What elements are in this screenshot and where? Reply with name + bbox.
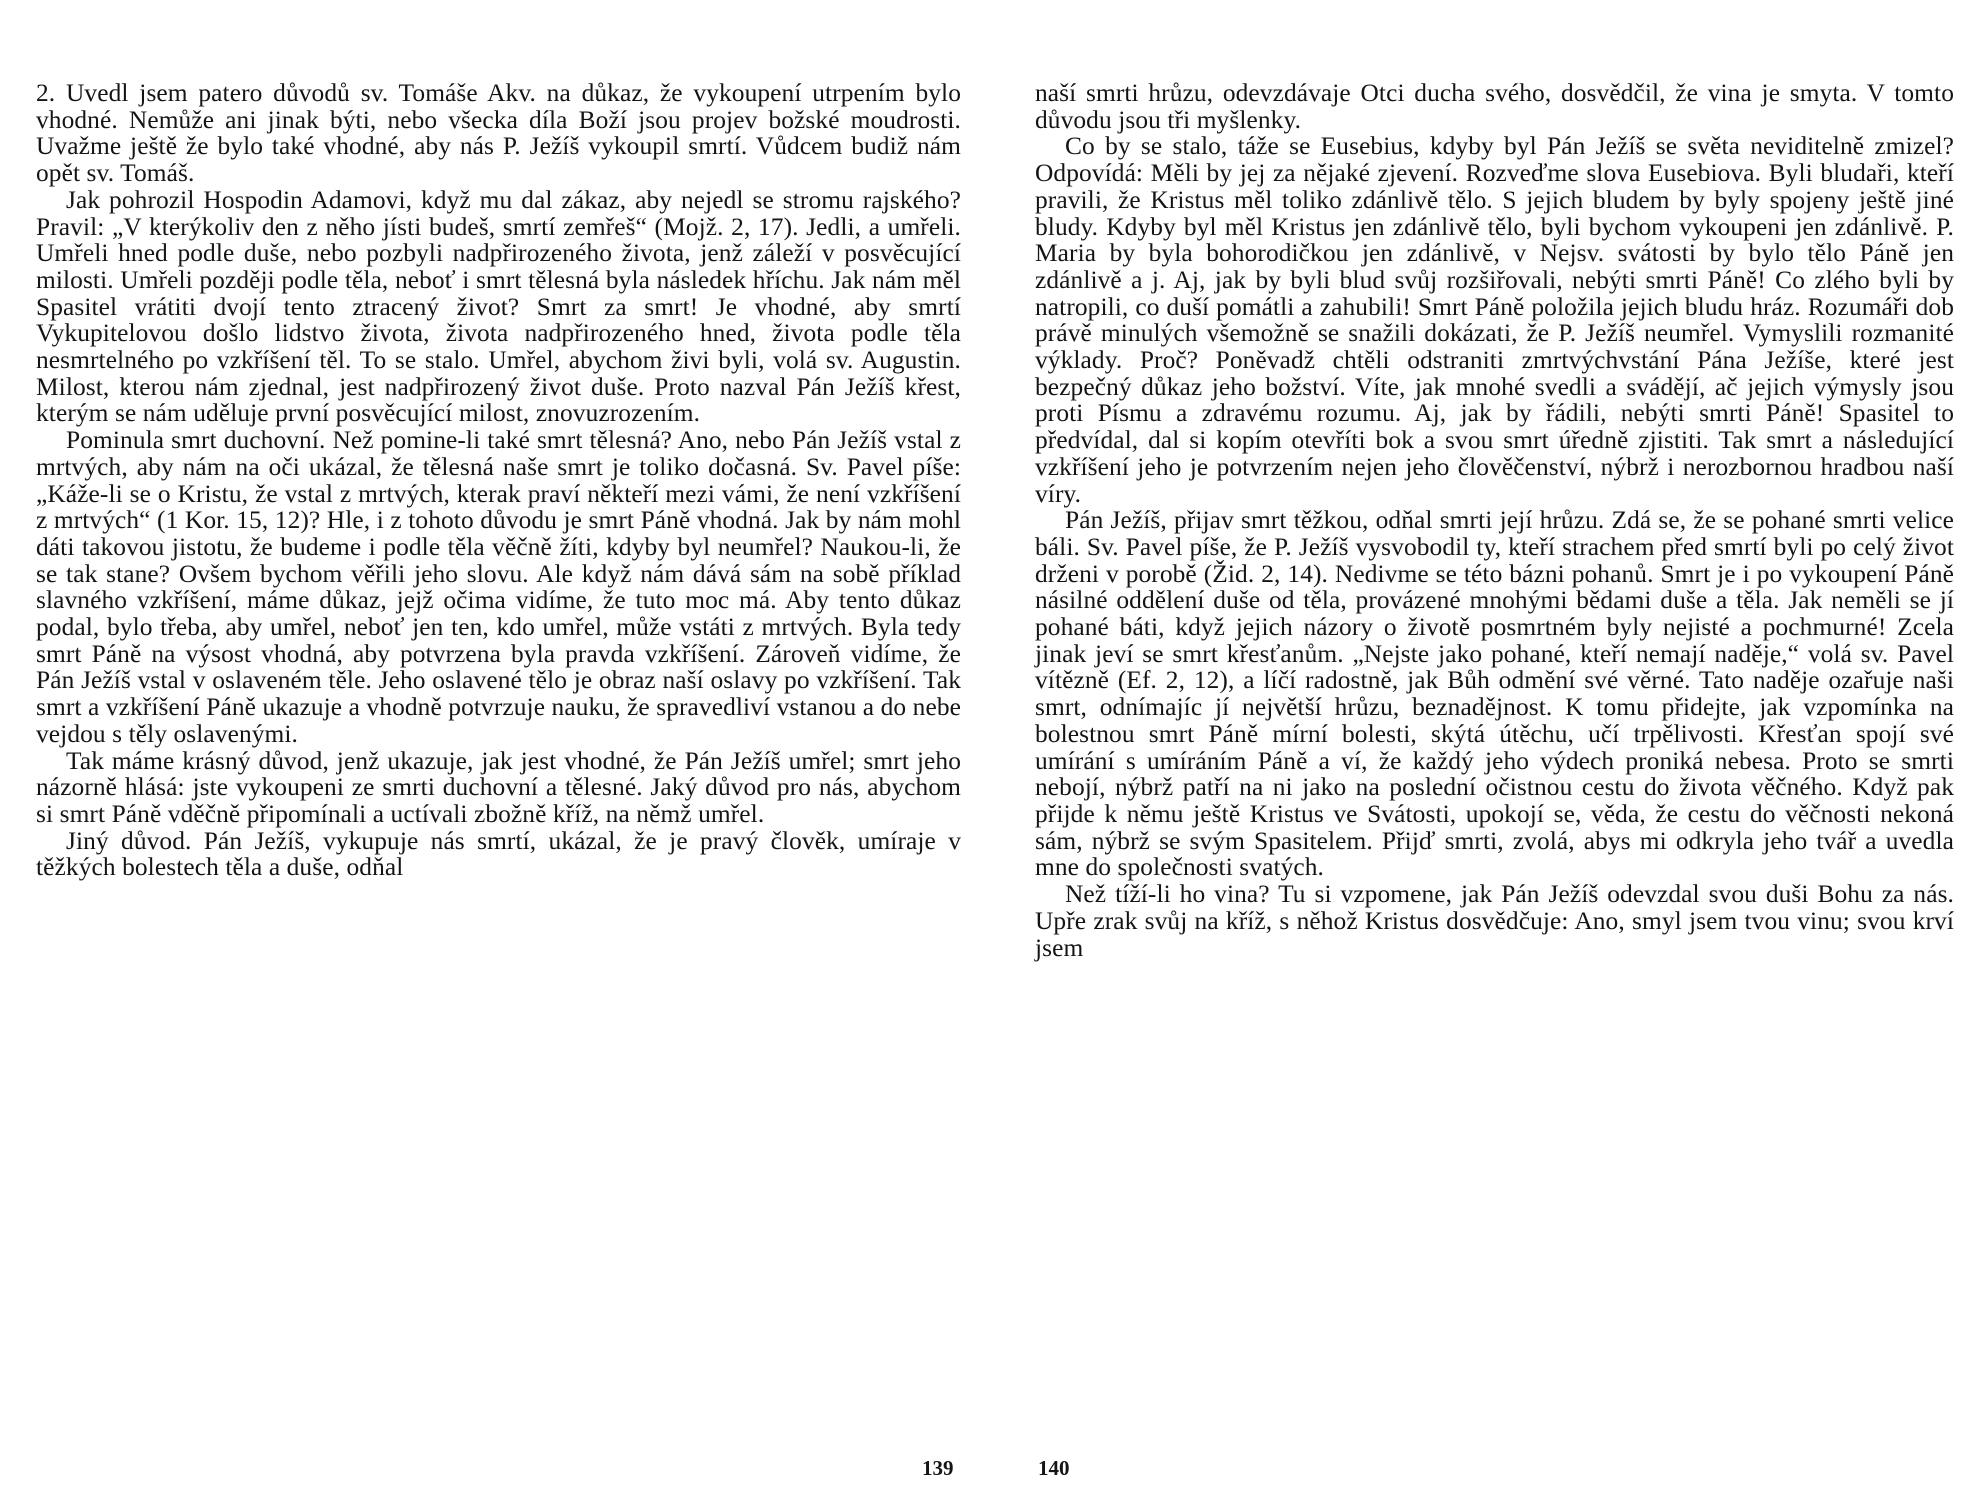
paragraph: Pominula smrt duchovní. Než pomine-li také smrt tělesná? Ano, nebo Pán Ježíš vstal z mrtvých, aby nám na oči ukázal, že tělesná naše smrt je toliko dočasná. Sv. Pavel píše: „Káže-li se o Kristu, že vstal z mrtvých, kterak praví někteří mezi vámi, že není vzkříšení z mrtvých“ (1 Kor. 15, 12)? Hle, i z tohoto důvodu je smrt Páně vhodná. Jak by nám mohl dáti takovou jistotu, že budeme i podle těla věčně žíti, kdyby byl neumřel? Naukou-li, že se tak stane? Ovšem bychom věřili jeho slovu. Ale když nám dává sám na sobě příklad slavného vzkříšení, máme důkaz, jejž očima vidíme, že tuto moc má. Aby tento důkaz podal, bylo třeba, aby umřel, neboť jen ten, kdo umřel, může vstáti z mrtvých. Byla tedy smrt Páně na výsost vhodná, aby potvrzena byla pravda vzkříšení. Zároveň vidíme, že Pán Ježíš vstal v oslaveném těle. Jeho oslavené tělo je obraz naší oslavy po vzkříšení. Tak smrt a vzkříšení Páně ukazuje a vhodně potvrzuje nauku, že spravedliví vstanou a do nebe vejdou s těly oslavenými. — [36, 426, 961, 748]
paragraph: Než tíží-li ho vina? Tu si vzpomene, jak Pán Ježíš odevzdal svou duši Bohu za nás. Upře zrak svůj na kříž, s něhož Kristus dosvědčuje: Ano, smyl jsem tvou vinu; svou krví jsem — [1035, 880, 1954, 962]
paragraph: Jiný důvod. Pán Ježíš, vykupuje nás smrtí, ukázal, že je pravý člověk, umíraje v těžkých bolestech těla a duše, odňal — [36, 826, 961, 882]
paragraph: Tak máme krásný důvod, jenž ukazuje, jak jest vhodné, že Pán Ježíš umřel; smrt jeho názorně hlásá: jste vykoupeni ze smrti duchovní a tělesné. Jaký důvod pro nás, abychom si smrt Páně vděčně připomínali a uctívali zbožně kříž, na němž umřel. — [36, 746, 961, 828]
paragraph: naší smrti hrůzu, odevzdávaje Otci ducha svého, dosvědčil, že vina je smyta. V tomto důvodu jsou tři myšlenky. — [1035, 79, 1954, 134]
paragraph: Co by se stalo, táže se Eusebius, kdyby byl Pán Ježíš se světa neviditelně zmizel? Odpovídá: Měli by jej za nějaké zjevení. Rozveďme slova Eusebiova. Byli bludaři, kteří pravili, že Kristus měl toliko zdánlivě tělo. S jejich bludem by byly spojeny ještě jiné bludy. Kdyby byl měl Kristus jen zdánlivě tělo, byli bychom vykoupeni jen zdánlivě. P. Maria by byla bohorodičkou jen zdánlivě, v Nejsv. svátosti by bylo tělo Páně jen zdánlivě a j. Aj, jak by byli blud svůj rozšiřovali, nebýti smrti Páně! Co zlého byli by natropili, co duší pomátli a zahubili! Smrt Páně položila jejich bludu hráz. Rozumáři dob právě minulých všemožně se snažili dokázati, že P. Ježíš neumřel. Vymyslili rozmanité výklady. Proč? Poněvadž chtěli odstraniti zmrtvýchvstání Pána Ježíše, které jest bezpečný důkaz jeho božství. Víte, jak mnohé svedli a svádějí, ač jejich výmysly jsou proti Písmu a zdravému rozumu. Aj, jak by řádili, nebýti smrti Páně! Spasitel to předvídal, dal si kopím otevříti bok a svou smrt úředně zjistiti. Tak smrt a následující vzkříšení jeho je potvrzením nejen jeho člověčenství, nýbrž i nerozbornou hradbou naší víry. — [1035, 132, 1954, 508]
left-page — [36, 80, 961, 1480]
right-page — [1035, 80, 1954, 1480]
page-number-left: 139 — [922, 1456, 954, 1480]
left-page-text — [36, 80, 961, 881]
paragraph: 2. Uvedl jsem patero důvodů sv. Tomáše Akv. na důkaz, že vykoupení utrpením bylo vhodné. Nemůže ani jinak býti, nebo všecka díla Boží jsou projev božské moudrosti. Uvažme ještě že bylo také vhodné, aby nás P. Ježíš vykoupil smrtí. Vůdcem budiž nám opět sv. Tomáš. — [36, 79, 961, 188]
paragraph: Jak pohrozil Hospodin Adamovi, když mu dal zákaz, aby nejedl se stromu rajského? Pravil: „V kterýkoliv den z něho jísti budeš, smrtí zemřeš“ (Mojž. 2, 17). Jedli, a umřeli. Umřeli hned podle duše, nebo pozbyli nadpřirozeného života, jenž záleží v posvěcující milosti. Umřeli později podle těla, neboť i smrt tělesná byla následek hříchu. Jak nám měl Spasitel vrátiti dvojí tento ztracený život? Smrt za smrt! Je vhodné, aby smrtí Vykupitelovou došlo lidstvo života, života nadpřirozeného hned, života podle těla nesmrtelného po vzkříšení těl. To se stalo. Umřel, abychom živi byli, volá sv. Augustin. Milost, kterou nám zjednal, jest nadpřirozený život duše. Proto nazval Pán Ježíš křest, kterým se nám uděluje první posvěcující milost, znovuzrozením. — [36, 185, 961, 428]
page-number-right: 140 — [1038, 1456, 1070, 1480]
right-page-text — [1035, 80, 1954, 961]
paragraph: Pán Ježíš, přijav smrt těžkou, odňal smrti její hrůzu. Zdá se, že se pohané smrti velice báli. Sv. Pavel píše, že P. Ježíš vysvobodil ty, kteří strachem před smrtí byli po celý život drženi v porobě (Žid. 2, 14). Nedivme se této bázni pohanů. Smrt je i po vykoupení Páně násilné oddělení duše od těla, provázené mnohými bědami duše a těla. Jak neměli se jí pohané báti, když jejich názory o životě posmrtném byly nejisté a pochmurné! Zcela jinak jeví se smrt křesťanům. „Nejste jako pohané, kteří nemají naděje,“ volá sv. Pavel vítězně (Ef. 2, 12), a líčí radostně, jak Bůh odmění své věrné. Tato naděje ozařuje naši smrt, odnímajíc jí největší hrůzu, beznadějnost. K tomu přidejte, jak vzpomínka na bolestnou smrt Páně mírní bolesti, skýtá útěchu, učí trpělivosti. Křesťan spojí své umírání s umíráním Páně a ví, že každý jeho výdech proniká nebesa. Proto se smrti nebojí, nýbrž patří na ni jako na poslední očistnou cestu do života věčného. Když pak přijde k němu ještě Kristus ve Svátosti, upokojí se, věda, že cestu do věčnosti nekoná sám, nýbrž se svým Spasitelem. Přijď smrti, zvolá, abys mi odkryla jeho tvář a uvedla mne do společnosti svatých. — [1035, 506, 1954, 882]
